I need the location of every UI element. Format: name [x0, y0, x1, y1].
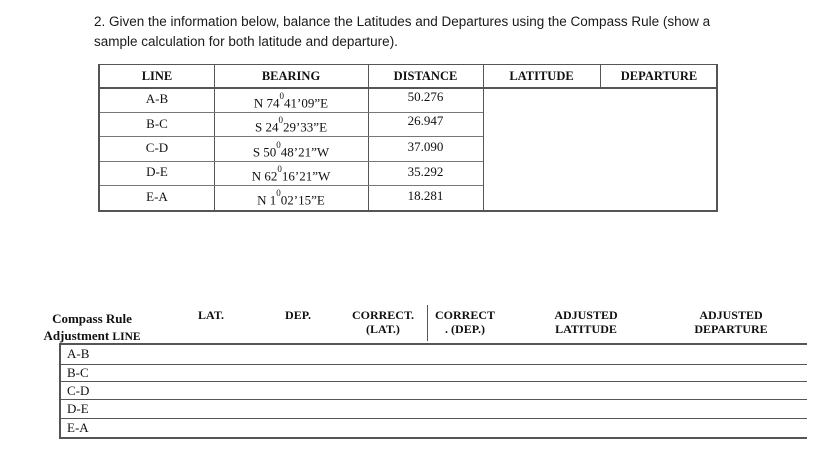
header-adjusted-latitude: ADJUSTED LATITUDE: [554, 308, 618, 336]
line-cell: D-E: [146, 164, 168, 179]
header-compass-line: Compass Rule Adjustment LINE: [43, 311, 141, 343]
row-divider: [59, 381, 807, 382]
row-label: E-A: [67, 420, 89, 435]
line-cell: C-D: [145, 140, 169, 155]
row-divider: [59, 418, 807, 419]
header-departure: DEPARTURE: [620, 69, 698, 83]
header-dep: DEP.: [285, 308, 311, 322]
line-cell: B-C: [146, 116, 168, 131]
header-latitude: LATITUDE: [509, 69, 574, 83]
row-divider: [59, 364, 807, 365]
question-text: [94, 12, 794, 52]
line-cell: E-A: [146, 189, 168, 204]
header-lat: LAT.: [198, 308, 224, 322]
header-correct-dep: CORRECT . (DEP.): [434, 308, 495, 336]
bearing-cell: N $62^016’21”W$: [251, 164, 331, 184]
bearing-cell: S $50^048’21”W$: [252, 140, 330, 160]
col-divider: [214, 65, 215, 210]
line-cell: A-B: [145, 91, 169, 106]
bearing-cell: N $74^041’09”E$: [253, 91, 329, 111]
distance-cell: 35.292: [407, 164, 444, 179]
distance-cell: 26.947: [407, 113, 444, 128]
distance-cell: 37.090: [407, 139, 444, 154]
distance-cell: 50.276: [407, 89, 444, 104]
row-divider: [100, 161, 483, 162]
distance-cell: 18.281: [407, 188, 444, 203]
traverse-table: [98, 64, 718, 212]
row-divider: [59, 343, 807, 345]
table-left-border: [59, 343, 61, 439]
bearing-cell: S $24^029’33”E$: [254, 115, 328, 135]
col-divider: [427, 305, 428, 341]
header-adjusted-departure: ADJUSTED DEPARTURE: [694, 308, 768, 336]
col-divider: [483, 65, 484, 210]
header-correct-lat: CORRECT. (LAT.): [351, 308, 415, 336]
header-bearing: BEARING: [261, 69, 321, 83]
row-label: D-E: [67, 401, 89, 416]
compass-rule-table: [36, 305, 808, 440]
row-divider: [100, 136, 483, 137]
row-divider: [59, 399, 807, 400]
row-divider: [100, 185, 483, 186]
header-line: LINE: [141, 69, 173, 83]
header-distance: DISTANCE: [393, 69, 458, 83]
question-line-2: sample calculation for both latitude and departure).: [94, 34, 398, 49]
row-label: C-D: [67, 383, 90, 398]
row-label: A-B: [67, 346, 90, 361]
row-divider: [59, 437, 807, 439]
bearing-cell: N $1^002’15”E$: [257, 188, 325, 208]
row-label: B-C: [67, 365, 89, 380]
question-line-1: 2. Given the information below, balance the Latitudes and Departures using the Compass Rule (show a: [94, 14, 711, 29]
